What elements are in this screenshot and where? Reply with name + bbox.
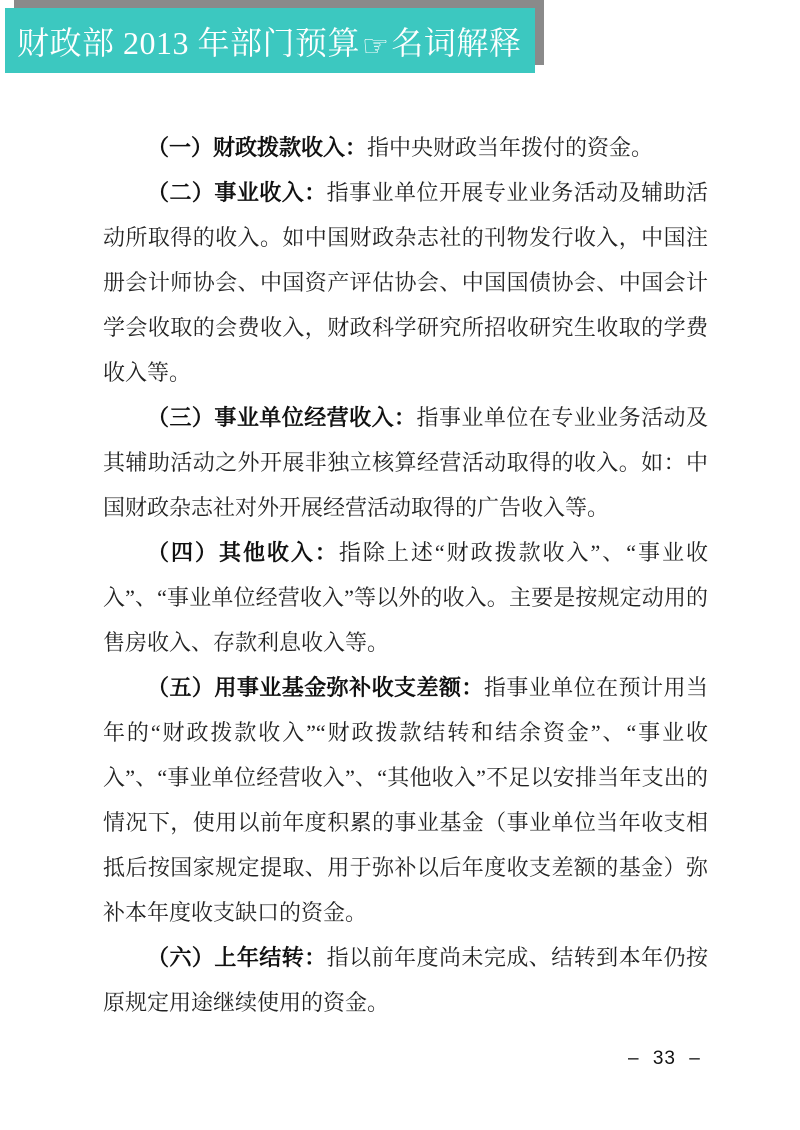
term-definition: 指除上述“财政拨款收入”、“事业收入”、“事业单位经营收入”等以外的收入。主要是按规定动用的售房收入、存款利息收入等。 (103, 540, 708, 655)
term-label: （四）其他收入： (147, 540, 339, 565)
term-definition: 指事业单位在预计用当年的“财政拨款收入”“财政拨款结转和结余资金”、“事业收入”、“事业单位经营收入”、“其他收入”不足以安排当年支出的情况下，使用以前年度积累的事业基金（事业单位当年收支相抵后按国家规定提取、用于弥补以后年度收支差额的基金）弥补本年度收支缺口的资金。 (103, 675, 708, 925)
glossary-entry (103, 170, 708, 395)
page-number: – 33 – (628, 1048, 701, 1069)
glossary-entry (103, 665, 708, 935)
term-definition: 指以前年度尚未完成、结转到本年仍按原规定用途继续使用的资金。 (103, 945, 708, 1015)
glossary-entry (103, 935, 708, 1025)
term-label: （五）用事业基金弥补收支差额： (147, 675, 484, 700)
page-title-right: 名词解释 (391, 24, 522, 61)
term-label: （二）事业收入： (147, 180, 327, 205)
term-definition: 指事业单位在专业业务活动及其辅助活动之外开展非独立核算经营活动取得的收入。如：中国财政杂志社对外开展经营活动取得的广告收入等。 (103, 405, 708, 520)
term-label: （一）财政拨款收入： (147, 135, 368, 160)
glossary-entry (103, 530, 708, 665)
term-label: （六）上年结转： (147, 945, 327, 970)
page-title (17, 18, 521, 64)
glossary-content (103, 125, 708, 1025)
term-label: （三）事业单位经营收入： (147, 405, 417, 430)
glossary-entry (103, 125, 708, 170)
banner-title-bar (5, 8, 535, 73)
page-title-left: 财政部 2013 年部门预算 (17, 24, 361, 61)
pointing-finger-icon: ☞ (362, 28, 390, 64)
term-definition: 指事业单位开展专业业务活动及辅助活动所取得的收入。如中国财政杂志社的刊物发行收入，中国注册会计师协会、中国资产评估协会、中国国债协会、中国会计学会收取的会费收入，财政科学研究所招收研究生收取的学费收入等。 (103, 180, 708, 385)
glossary-entry (103, 395, 708, 530)
term-definition: 指中央财政当年拨付的资金。 (367, 135, 654, 160)
